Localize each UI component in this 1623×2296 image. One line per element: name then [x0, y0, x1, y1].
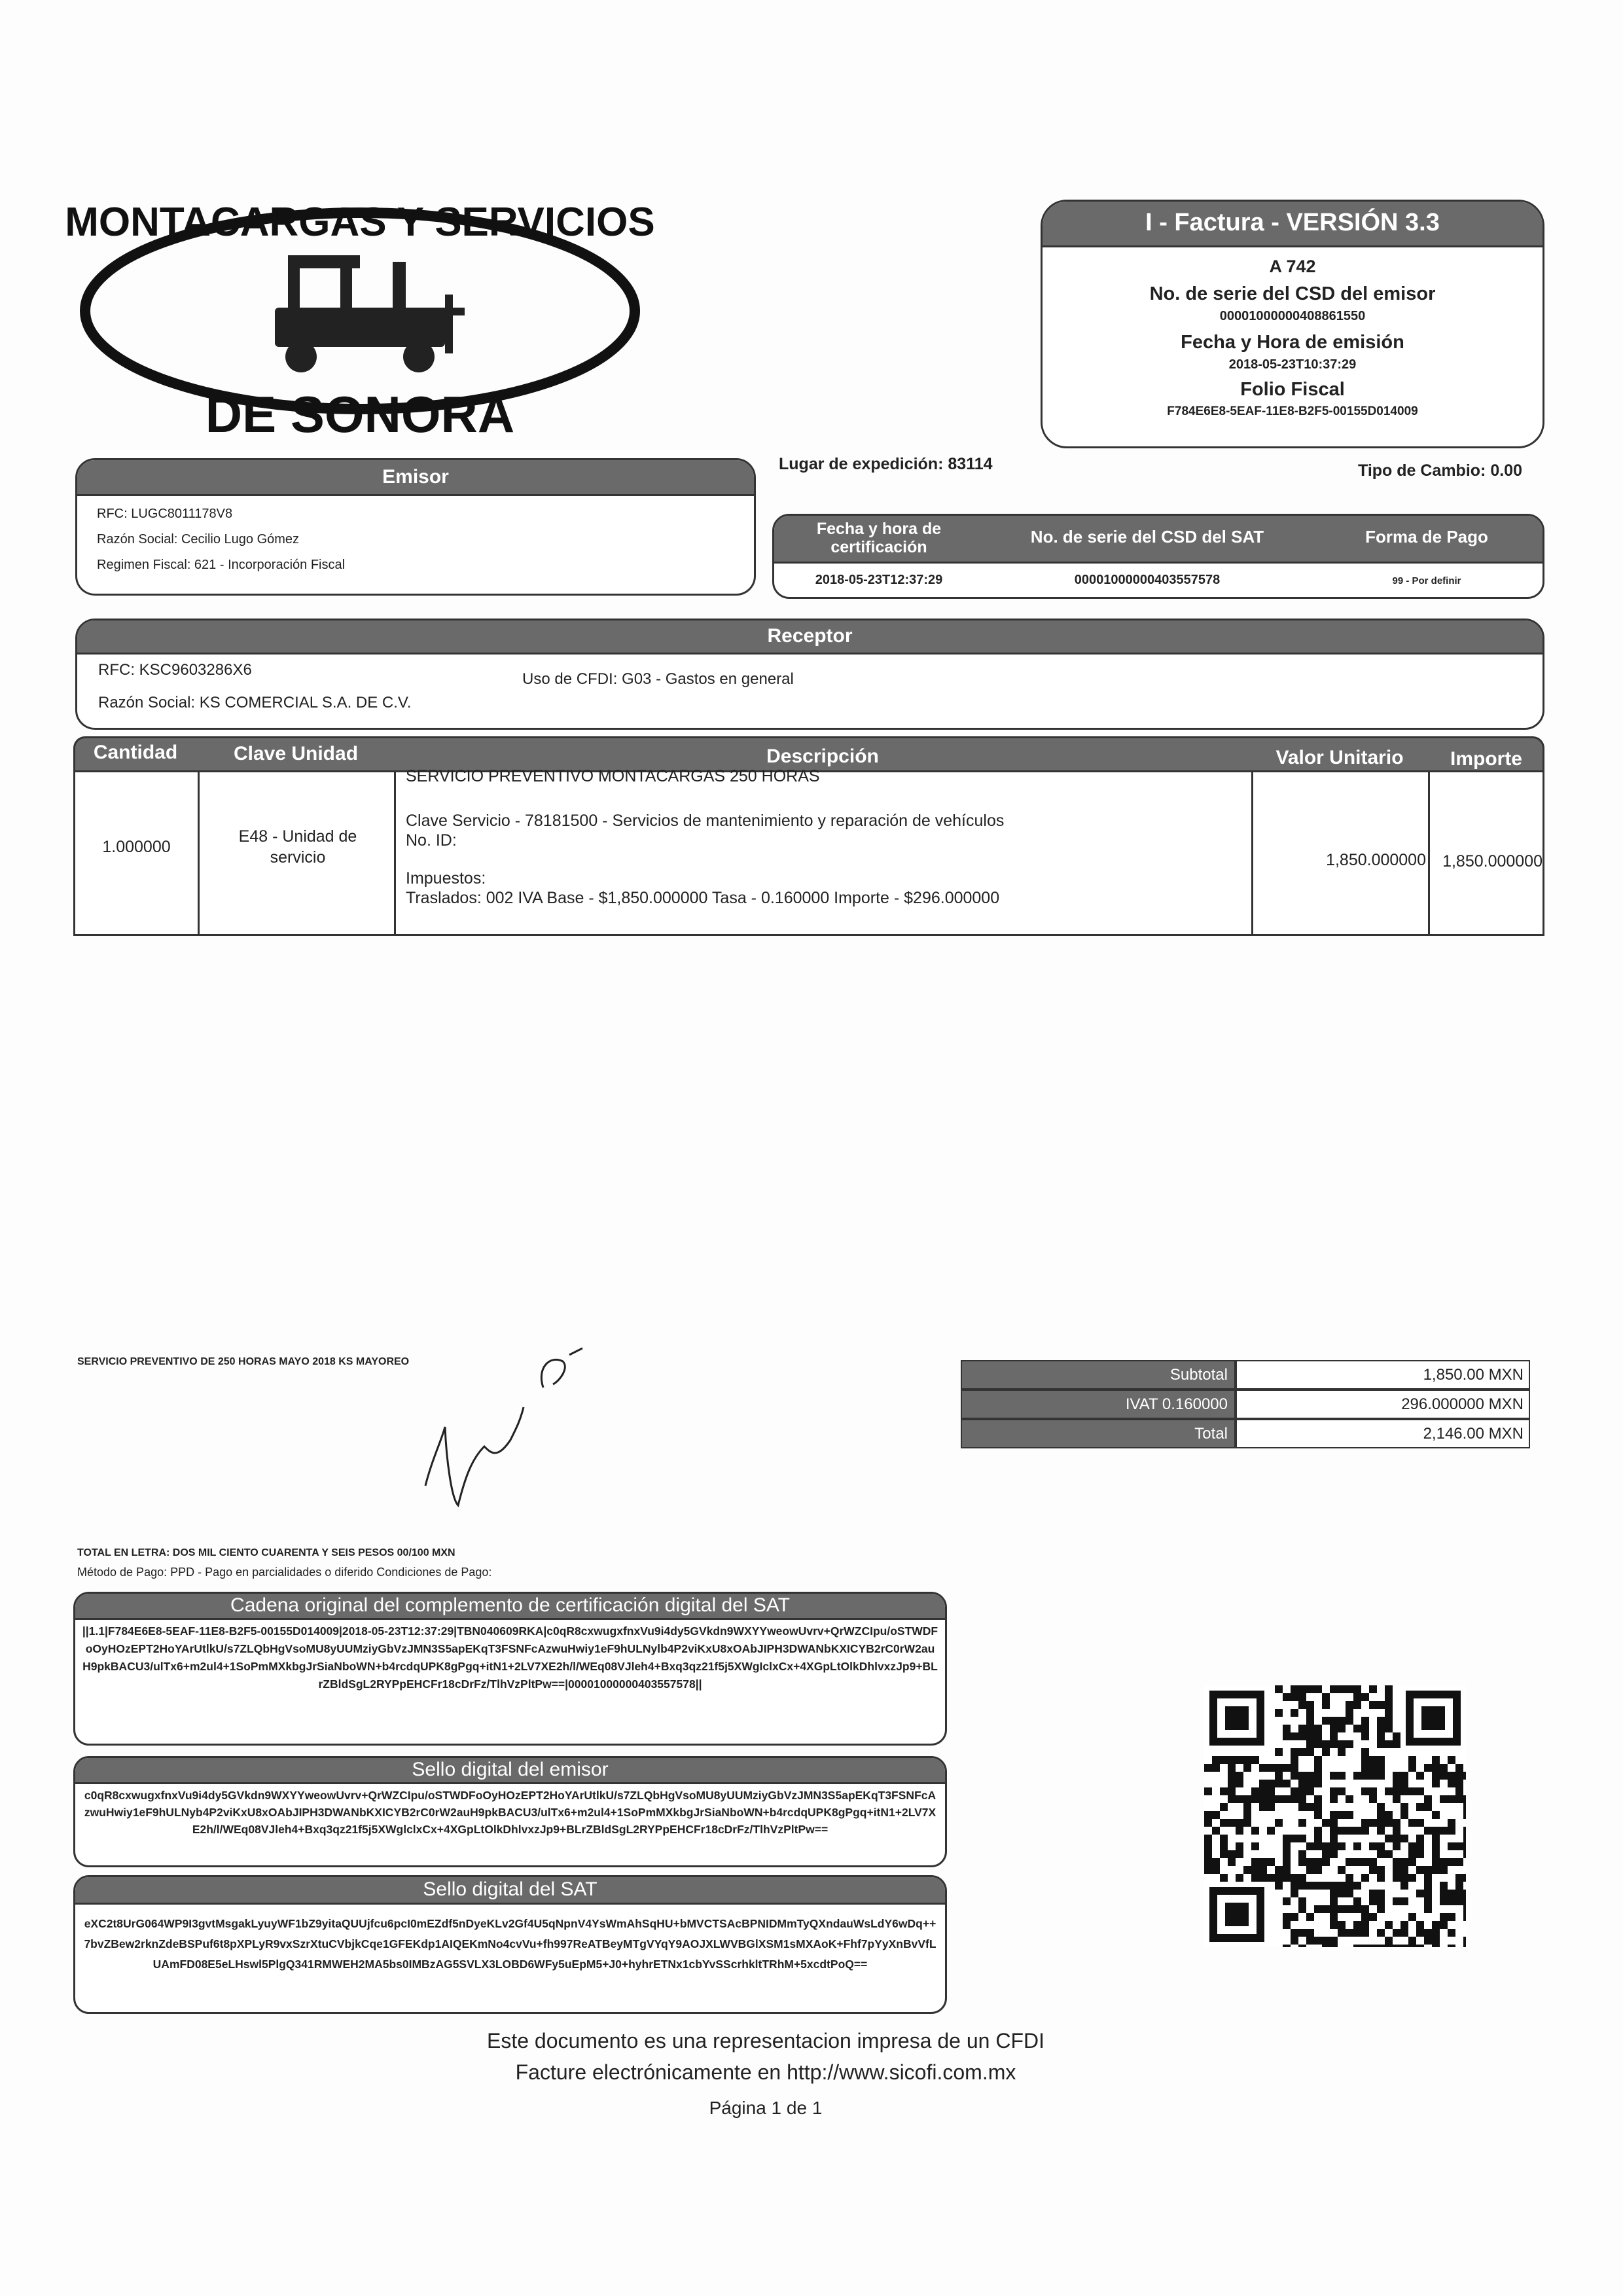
sat-csd-value: 00001000000403557578 — [1074, 573, 1221, 587]
items-table — [73, 736, 1544, 939]
csd-emisor-value: 00001000000408861550 — [1219, 309, 1366, 323]
col-cantidad-header: Cantidad — [93, 742, 178, 763]
qr-code — [1204, 1685, 1466, 1947]
receptor-uso-cfdi: Uso de CFDI: G03 - Gastos en general — [522, 670, 794, 688]
folio-fiscal-label: Folio Fiscal — [1240, 379, 1345, 400]
receptor-box — [75, 619, 1544, 730]
logo-subtitle: DE SONORA — [205, 386, 515, 443]
subtotal-value: 1,850.00 MXN — [1236, 1360, 1530, 1390]
receptor-rfc: RFC: KSC9603286X6 — [98, 661, 252, 679]
col-valor-header: Valor Unitario — [1275, 747, 1404, 768]
version-title: I - Factura - VERSIÓN 3.3 — [1043, 202, 1543, 247]
col-importe-header: Importe — [1450, 748, 1522, 770]
sello-sat-text: eXC2t8UrG064WP9I3gvtMsgakLyuyWF1bZ9yitaQUUjfcu6pcI0mEZdf5nDyeKLv2Gf4U5qNpnV4YsWmAhSqHU+bMVCTSAcBPNIDMmTyQXndauWsLdY6wDq++7bvZBew2rknZdeBSPuf6t8pXPLyR9vxSzrXtuCVbjkCqe1GFEKdp1AIQEKmNo4cvVu+fh997ReATBeyMTgVYqY9AOJXLWVBGlXSM1sMXAoK+Fhf7pYyXnBvVfLUAmFD08E5eLHswl5PlgQ341RMWEH2MA5bs0IMBzAG5SVLX3LOBD6WFy5uEpM5+J0+hyhrETNx1cbYvSScrhkltTRhM+5xcdtPoQ== — [84, 1917, 936, 1971]
total-value: 2,146.00 MXN — [1236, 1419, 1530, 1448]
row-unidad: E48 - Unidad de servicio — [238, 827, 357, 867]
sat-cert-box — [772, 514, 1544, 599]
iva-value: 296.000000 MXN — [1236, 1390, 1530, 1419]
folio-fiscal-value: F784E6E8-5EAF-11E8-B2F5-00155D014009 — [1167, 404, 1418, 418]
total-label: Total — [961, 1419, 1236, 1448]
row-desc-id: No. ID: — [406, 831, 457, 850]
sello-sat-box — [73, 1875, 947, 2014]
row-cantidad: 1.000000 — [102, 838, 171, 856]
row-desc-traslados: Traslados: 002 IVA Base - $1,850.000000 Tasa - 0.160000 Importe - $296.000000 — [406, 889, 1000, 907]
page-number: Página 1 de 1 — [709, 2098, 823, 2118]
row-importe: 1,850.000000 — [1442, 852, 1543, 870]
receptor-header: Receptor — [77, 620, 1543, 655]
metodo-pago: Método de Pago: PPD - Pago en parcialidades o diferido Condiciones de Pago: — [77, 1566, 492, 1579]
handwritten-signature — [406, 1329, 602, 1525]
col-unidad-header: Clave Unidad — [233, 743, 359, 764]
folio-number: A 742 — [1269, 257, 1316, 276]
col-descripcion-header: Descripción — [766, 745, 879, 767]
fecha-emision-value: 2018-05-23T10:37:29 — [1228, 357, 1357, 372]
forma-pago-header: Forma de Pago — [1365, 527, 1488, 547]
row-desc-title: SERVICIO PREVENTIVO MONTACARGAS 250 HORAS — [406, 767, 820, 785]
forma-pago-value: 99 - Por definir — [1392, 575, 1461, 586]
invoice-version-box — [1041, 200, 1544, 448]
logo-title: MONTACARGAS Y SERVICIOS — [65, 200, 655, 245]
emisor-regimen: Regimen Fiscal: 621 - Incorporación Fiscal — [97, 558, 346, 572]
row-desc-clave: Clave Servicio - 78181500 - Servicios de mantenimiento y reparación de vehículos — [406, 812, 1005, 830]
emisor-razon: Razón Social: Cecilio Lugo Gómez — [97, 532, 300, 547]
sello-emisor-box — [73, 1756, 947, 1867]
emisor-box — [75, 458, 756, 596]
iva-label: IVAT 0.160000 — [961, 1390, 1236, 1419]
row-valor-unitario: 1,850.000000 — [1326, 851, 1426, 869]
csd-emisor-label: No. de serie del CSD del emisor — [1149, 283, 1436, 304]
totals-box — [961, 1360, 1530, 1458]
emisor-header: Emisor — [77, 460, 754, 496]
fecha-emision-label: Fecha y Hora de emisión — [1181, 332, 1404, 353]
company-logo — [52, 177, 668, 452]
row-desc-impuestos: Impuestos: — [406, 869, 486, 888]
sat-csd-header: No. de serie del CSD del SAT — [1030, 527, 1264, 547]
cadena-header: Cadena original del complemento de certificación digital del SAT — [75, 1594, 945, 1620]
tipo-cambio: Tipo de Cambio: 0.00 — [1358, 461, 1522, 480]
table-row — [73, 767, 1544, 936]
total-en-letra: TOTAL EN LETRA: DOS MIL CIENTO CUARENTA Y SEIS PESOS 00/100 MXN — [77, 1547, 455, 1558]
lugar-expedicion: Lugar de expedición: 83114 — [779, 455, 993, 473]
subtotal-label: Subtotal — [961, 1360, 1236, 1390]
sat-fecha-value: 2018-05-23T12:37:29 — [815, 573, 943, 587]
footer-line1: Este documento es una representacion impresa de un CFDI — [486, 2029, 1044, 2053]
footer-line2: Facture electrónicamente en http://www.sicofi.com.mx — [515, 2060, 1016, 2084]
emisor-rfc: RFC: LUGC8011178V8 — [97, 507, 233, 521]
sello-emisor-text: c0qR8cxwugxfnxVu9i4dy5GVkdn9WXYYweowUvrv+QrWZCIpu/oSTWDFoOyHOzEPT2HoYArUtlkU/s7ZLQbHgVsoMU8yUUMziyGbVzJMN3S5apEKqT3FSNFcAzwuHwiy1eF9hULNyb4P2viKxU8xOAbJIPH3DWANbKXICYB2rC0rW2auH9pkBACU3/ulTx6+m2ul4+1SoPmMXkbgJrSiaNboWN+b4rcdqUPK8gPgq+itN1+2LV7XE2h/l/WEq08VJleh4+Bxq3qz21f5j5XWglclxCx+4XGpLtOlkDhlvxzJp9+BLrZBldSgL2RYPpEHCFr18cDrFz/TlhVzPltPw== — [84, 1789, 936, 1836]
sello-sat-header: Sello digital del SAT — [75, 1877, 945, 1905]
sello-emisor-header: Sello digital del emisor — [75, 1758, 945, 1784]
cadena-original-box — [73, 1592, 947, 1746]
sat-fecha-header: Fecha y hora de certificación — [816, 520, 942, 556]
nota-servicio: SERVICIO PREVENTIVO DE 250 HORAS MAYO 2018 KS MAYOREO — [77, 1356, 410, 1367]
cadena-text: ||1.1|F784E6E8-5EAF-11E8-B2F5-00155D014009|2018-05-23T12:37:29|TBN040609RKA|c0qR8cxwugxfnxVu9i4dy5GVkdn9WXYYweowUvrv+QrWZCIpu/oSTWDFoOyHOzEPT2HoYArUtlkU/s7ZLQbHgVsoMU8yUUMziyGbVzJMN3S5apEKqT3FSNFcAzwuHwiy1eF9hULNylb4P2viKxU8xOAbJIPH3DWANbKXICYB2rC0rW2auH9pkBACU3/ulTx6+m2ul4+1SoPmMXkbgJrSiaNboWN+b4rcdqUPK8gPgq+itN1+2LV7XE2h/l/WEq08VJleh4+Bxq3qz21f5j5XWgIclxCx+4XGpLtOlkDhlvxzJp9+BLrZBldSgL2RYPpEHCFr18cDrFz/TlhVzPltPw==|00001000000403557578|| — [82, 1624, 938, 1691]
receptor-razon: Razón Social: KS COMERCIAL S.A. DE C.V. — [98, 694, 412, 711]
